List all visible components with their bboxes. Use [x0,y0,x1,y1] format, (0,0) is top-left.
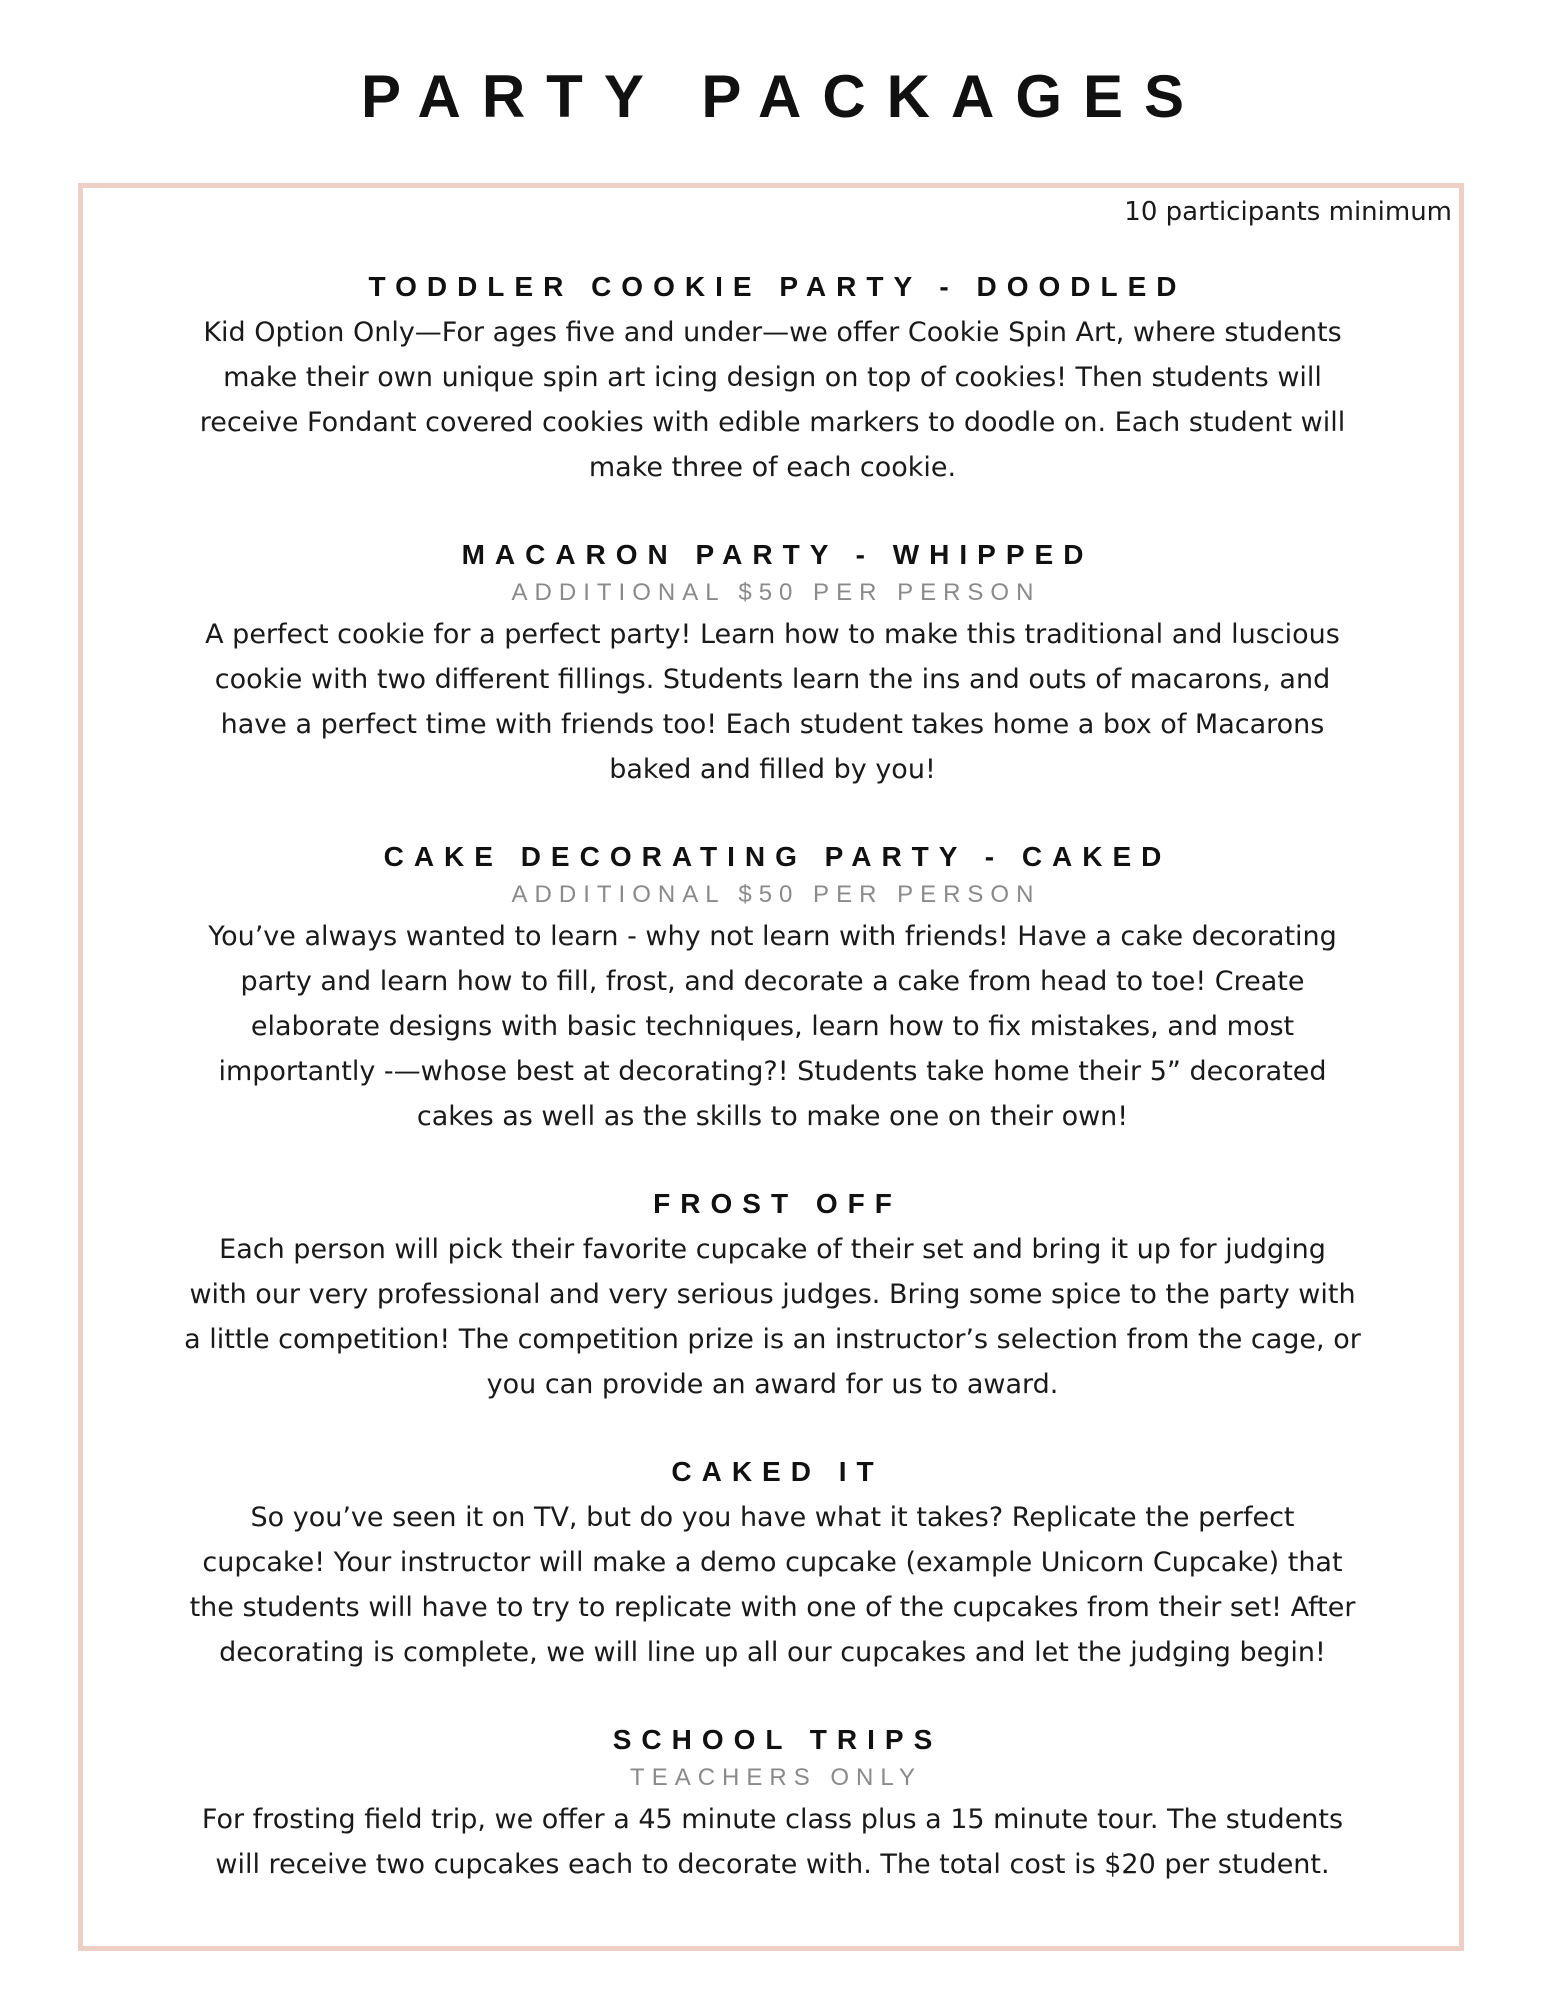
package-title: CAKE DECORATING PARTY - CAKED [383,841,1172,872]
package-section [140,1721,1405,1887]
description-line: the students will have to try to replicate with one of the cupcakes from their set! After [189,1592,1356,1623]
package-section [140,1453,1405,1675]
package-title: CAKED IT [671,1456,884,1487]
description-line: receive Fondant covered cookies with edible markers to doodle on. Each student will [199,407,1346,438]
description-line: have a perfect time with friends too! Each student takes home a box of Macarons [220,709,1325,740]
description-line: you can provide an award for us to award. [486,1369,1059,1400]
description-line: Each person will pick their favorite cupcake of their set and bring it up for judging [219,1234,1326,1265]
description-line: cakes as well as the skills to make one on their own! [416,1101,1129,1132]
package-section [140,268,1405,490]
description-line: You’ve always wanted to learn - why not learn with friends! Have a cake decorating [208,921,1337,952]
description-line: make their own unique spin art icing design on top of cookies! Then students will [223,362,1322,393]
description-line: party and learn how to fill, frost, and decorate a cake from head to toe! Create [240,966,1305,997]
package-description [140,1797,1405,1887]
package-section [140,536,1405,792]
package-description [140,1495,1405,1675]
page-title: PARTY PACKAGES [360,63,1206,130]
description-line: Kid Option Only—For ages five and under—we offer Cookie Spin Art, where students [203,317,1342,348]
description-line: So you’ve seen it on TV, but do you have what it takes? Replicate the perfect [250,1502,1295,1533]
description-line: For frosting field trip, we offer a 45 minute class plus a 15 minute tour. The students [201,1804,1344,1835]
description-line: A perfect cookie for a perfect party! Learn how to make this traditional and luscious [205,619,1340,650]
package-description [140,914,1405,1139]
description-line: elaborate designs with basic techniques, learn how to fix mistakes, and most [250,1011,1295,1042]
package-description [140,310,1405,490]
description-line: with our very professional and very serious judges. Bring some spice to the party with [189,1279,1356,1310]
description-line: cookie with two different fillings. Students learn the ins and outs of macarons, and [214,664,1331,695]
package-price-note: ADDITIONAL $50 PER PERSON [511,579,1041,606]
package-price-note: TEACHERS ONLY [630,1764,922,1791]
package-section [140,1185,1405,1407]
package-title: TODDLER COOKIE PARTY - DOODLED [368,271,1187,302]
package-section [140,838,1405,1139]
package-price-note: ADDITIONAL $50 PER PERSON [511,881,1041,908]
package-title: MACARON PARTY - WHIPPED [461,539,1094,570]
description-line: cupcake! Your instructor will make a demo cupcake (example Unicorn Cupcake) that [202,1547,1343,1578]
minimum-participants-note: 10 participants minimum [1124,197,1452,227]
description-line: importantly -—whose best at decorating?! Students take home their 5” decorated [218,1056,1327,1087]
description-line: make three of each cookie. [588,452,957,483]
package-description [140,1227,1405,1407]
package-title: SCHOOL TRIPS [612,1724,943,1755]
package-description [140,612,1405,792]
package-title: FROST OFF [653,1188,902,1219]
description-line: a little competition! The competition prize is an instructor’s selection from the cage, or [184,1324,1361,1355]
description-line: baked and filled by you! [609,754,936,785]
packages-list [140,268,1405,1933]
description-line: decorating is complete, we will line up all our cupcakes and let the judging begin! [219,1637,1326,1668]
description-line: will receive two cupcakes each to decorate with. The total cost is $20 per student. [215,1849,1330,1880]
